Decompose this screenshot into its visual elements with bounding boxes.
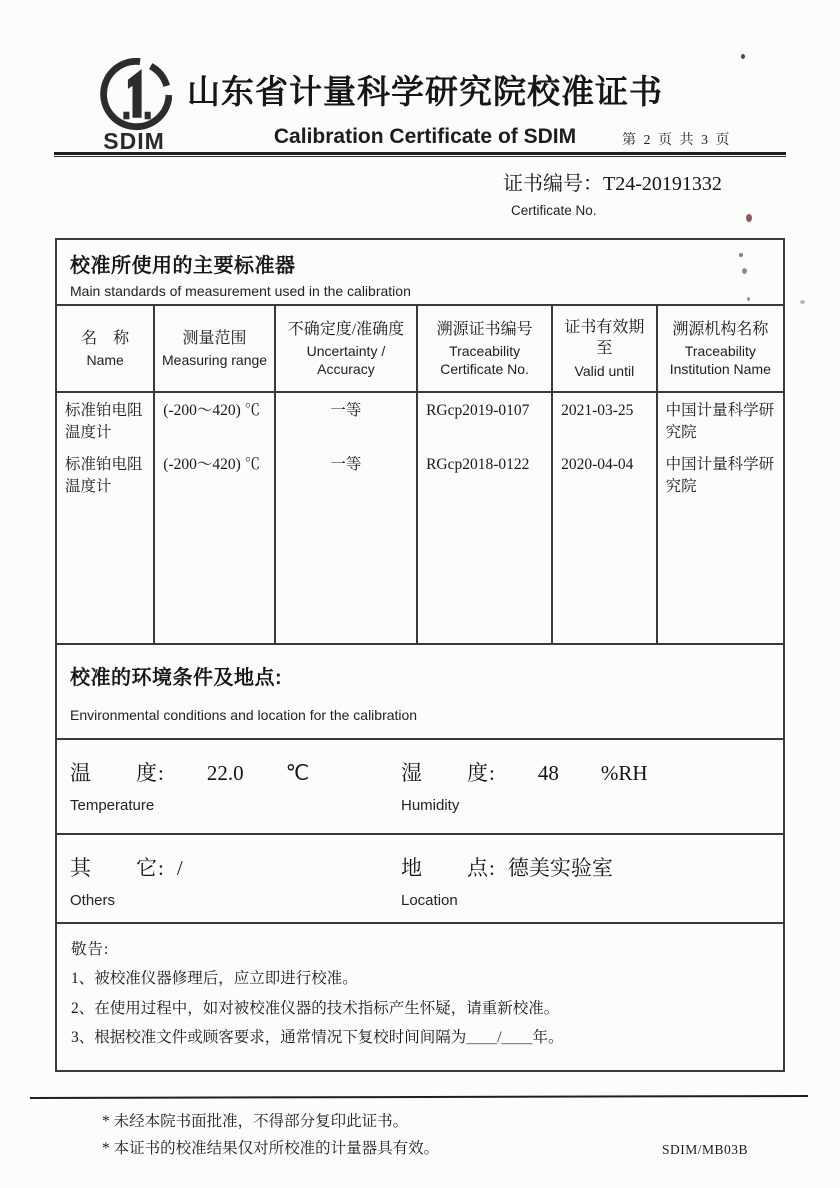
humidity-label-english: Humidity [401, 796, 460, 814]
column-header-traceability-cert-no: 溯源证书编号 Traceability Certificate No. [417, 306, 552, 392]
footer-notes [102, 1108, 439, 1162]
header-divider [54, 152, 786, 157]
cell-range: (-200～420) ℃ [154, 392, 275, 447]
table-empty-space [57, 501, 783, 644]
location-label-english: Location [401, 891, 458, 909]
column-header-measuring-range: 测量范围 Measuring range [154, 306, 275, 392]
cell-range: (-200～420) ℃ [154, 447, 275, 501]
certificate-number [503, 167, 722, 196]
column-header-valid-until: 证书有效期至 Valid until [552, 306, 657, 392]
humidity-unit: %RH [600, 760, 648, 785]
form-code: SDIM/MB03B [662, 1142, 749, 1157]
notice-item: 2、在使用过程中，如对被校准仪器的技术指标产生怀疑，请重新校准。 [71, 999, 560, 1017]
humidity-label: 湿 度: [401, 760, 496, 785]
others-location-row [57, 835, 783, 924]
cell-valid-until: 2020-04-04 [552, 447, 657, 501]
column-header-name: 名 称 Name [57, 306, 154, 392]
sdim-logo [84, 58, 184, 155]
cell-cert-no: RGcp2019-0107 [417, 392, 552, 447]
certificate-number-label: 证书编号： [503, 173, 603, 195]
others-field [70, 835, 392, 922]
certificate-body-box [55, 238, 785, 1072]
environment-title-english: Environmental conditions and location for the calibration [70, 706, 418, 723]
humidity-field [392, 740, 770, 833]
notice-title: 敬告: [71, 940, 110, 958]
cell-name: 标准铂电阻温度计 [57, 447, 154, 501]
location-label: 地 点: [401, 855, 496, 880]
page-number: 第 2 页 共 3 页 [622, 133, 732, 148]
location-value: 德美实验室 [507, 855, 613, 880]
notice-section [57, 924, 783, 1064]
scan-artifact [800, 300, 805, 304]
scan-artifact [746, 214, 752, 222]
cell-accuracy: 一等 [275, 447, 417, 501]
table-row [57, 447, 783, 501]
sdim-logo-text: SDIM [103, 128, 165, 154]
cell-name: 标准铂电阻温度计 [57, 392, 154, 447]
temperature-field [70, 740, 392, 833]
humidity-value: 48 [537, 760, 559, 785]
scan-artifact [747, 297, 750, 301]
temperature-unit: ℃ [285, 760, 310, 785]
temperature-label: 温 度: [70, 760, 165, 785]
temperature-label-english: Temperature [70, 796, 155, 814]
certificate-number-sublabel: Certificate No. [511, 203, 597, 218]
cell-institution: 中国计量科学研究院 [657, 447, 783, 501]
table-row [57, 392, 783, 447]
cell-accuracy: 一等 [275, 392, 417, 447]
certificate-title-chinese: 山东省计量科学研究院校准证书 [187, 75, 663, 111]
cell-cert-no: RGcp2018-0122 [417, 447, 552, 501]
environment-section-header [57, 645, 783, 740]
environment-title-chinese: 校准的环境条件及地点: [70, 666, 283, 689]
others-label-english: Others [70, 891, 116, 909]
footer-note: * 未经本院书面批准，不得部分复印此证书。 [102, 1113, 409, 1130]
scan-artifact [741, 54, 745, 59]
sdim-logo-icon [96, 58, 172, 132]
footer-divider [30, 1095, 808, 1099]
standards-title-chinese: 校准所使用的主要标准器 [70, 255, 296, 277]
standards-section-header [57, 240, 783, 306]
standards-table [57, 306, 783, 645]
others-label: 其 它: [70, 855, 165, 880]
notice-item: 1、被校准仪器修理后，应立即进行校准。 [71, 970, 358, 988]
certificate-title-block [180, 66, 670, 149]
scan-artifact [739, 253, 743, 257]
certificate-number-value: T24-20191332 [603, 173, 722, 195]
temperature-value: 22.0 [206, 760, 244, 785]
footer-note: * 本证书的校准结果仅对所校准的计量器具有效。 [102, 1140, 440, 1158]
notice-item: 3、根据校准文件或顾客要求，通常情况下复校时间间隔为＿＿/＿＿年。 [71, 1029, 564, 1047]
temperature-humidity-row [57, 740, 783, 835]
others-value: / [176, 855, 183, 880]
standards-table-header-row [57, 306, 783, 392]
column-header-traceability-institution: 溯源机构名称 Traceability Institution Name [657, 306, 783, 392]
certificate-title-english: Calibration Certificate of SDIM [273, 125, 577, 148]
location-field [392, 835, 770, 922]
scan-artifact [742, 268, 747, 274]
standards-title-english: Main standards of measurement used in the calibration [70, 283, 411, 299]
cell-institution: 中国计量科学研究院 [657, 392, 783, 447]
column-header-uncertainty: 不确定度/准确度 Uncertainty / Accuracy [275, 306, 417, 392]
cell-valid-until: 2021-03-25 [552, 392, 657, 447]
